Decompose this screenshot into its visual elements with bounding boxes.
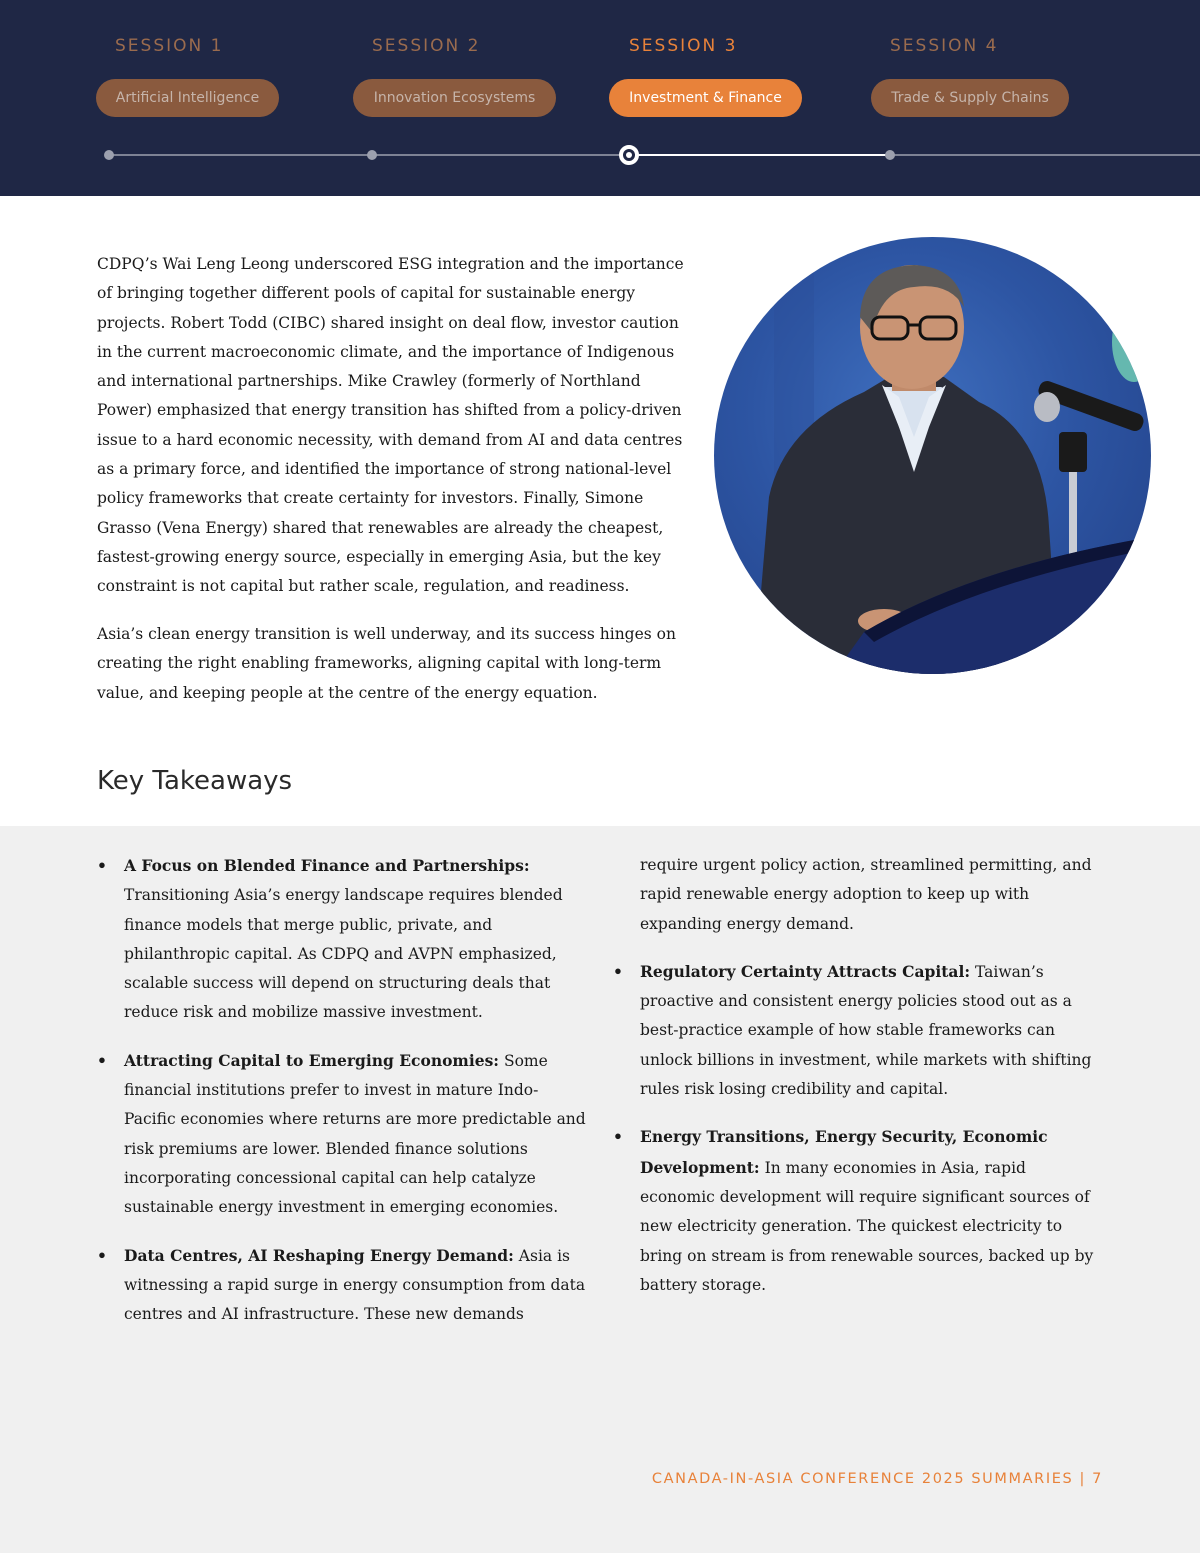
session-2-label: SESSION 2 <box>372 36 481 56</box>
takeaway-text: Taiwan’s proactive and consistent energy policies stood out as a best-practice example of how stable frameworks can unlock billions in investment, while markets with shifting rules risk losing credibility and capital. <box>640 962 1092 1099</box>
takeaway-text: Asia is witnessing a rapid surge in energy consumption from data centres and AI infrastructure. These new demands <box>124 1246 586 1324</box>
takeaway-text: Some financial institutions prefer to invest in mature Indo-Pacific economies where returns are more predictable and risk premiums are lower. Blended finance solutions incorporating concessional capital can help catalyze sustainable energy investment in emerging economies. <box>124 1051 586 1217</box>
session-4-label: SESSION 4 <box>890 36 999 56</box>
speaker-photo <box>714 237 1151 674</box>
session-1-pill[interactable]: Artificial Intelligence <box>96 79 279 117</box>
takeaway-text: Transitioning Asia’s energy landscape requires blended finance models that merge public, private, and philanthropic capital. As CDPQ and AVPN emphasized, scalable success will depend on structuring deals that reduce risk and mobilize massive investment. <box>124 886 563 1022</box>
takeaway-item <box>97 851 587 1028</box>
timeline-dot-4[interactable] <box>885 150 895 160</box>
session-1-label: SESSION 1 <box>115 36 224 56</box>
takeaway-title: Data Centres, AI Reshaping Energy Demand: <box>124 1245 514 1265</box>
timeline-dot-2[interactable] <box>367 150 377 160</box>
takeaways-right-column <box>613 851 1103 1318</box>
takeaways-left-column <box>97 851 587 1347</box>
takeaway-continuation: require urgent policy action, streamlined permitting, and rapid renewable energy adoption to keep up with expanding energy demand. <box>640 856 1092 933</box>
timeline-dot-1[interactable] <box>104 150 114 160</box>
speaker-illustration <box>714 237 1151 674</box>
takeaway-text: In many economies in Asia, rapid economic development will require significant sources of new electricity generation. The quickest electricity to bring on stream is from renewable sources, backed up by battery storage. <box>640 1158 1094 1294</box>
timeline-track-future <box>890 154 1200 156</box>
page-footer: CANADA-IN-ASIA CONFERENCE 2025 SUMMARIES | 7 <box>651 1471 1103 1487</box>
takeaway-title: Attracting Capital to Emerging Economies: <box>124 1050 500 1070</box>
takeaway-item <box>613 957 1103 1104</box>
session-4-pill[interactable]: Trade & Supply Chains <box>871 79 1069 117</box>
timeline-dot-3-active[interactable] <box>619 145 639 165</box>
key-takeaways-heading: Key Takeaways <box>97 766 293 796</box>
takeaway-title: Energy Transitions, Energy Security, Economic Development: <box>640 1127 1048 1177</box>
session-3-label: SESSION 3 <box>629 36 738 56</box>
body-paragraph-1: CDPQ’s Wai Leng Leong underscored ESG integration and the importance of bringing together different pools of capital for sustainable energy projects. Robert Todd (CIBC) shared insight on deal flow, investor caution in the current macroeconomic climate, and the importance of Indigenous and international partnerships. Mike Crawley (formerly of Northland Power) emphasized that energy transition has shifted from a policy-driven issue to a hard economic necessity, with demand from AI and data centres as a primary force, and identified the importance of strong national-level policy frameworks that create certainty for investors. Finally, Simone Grasso (Vena Energy) shared that renewables are already the cheapest, fastest-growing energy source, especially in emerging Asia, but the key constraint is not capital but rather scale, regulation, and readiness. <box>97 255 684 596</box>
session-3-pill[interactable]: Investment & Finance <box>609 79 802 117</box>
takeaway-title: Regulatory Certainty Attracts Capital: <box>640 961 971 981</box>
takeaway-title: A Focus on Blended Finance and Partnerships: <box>124 856 530 875</box>
takeaway-item <box>97 1241 587 1330</box>
takeaway-item <box>97 1046 587 1223</box>
session-2-pill[interactable]: Innovation Ecosystems <box>353 79 556 117</box>
timeline-track-current <box>629 154 890 156</box>
session-navigation-header <box>0 0 1200 196</box>
body-paragraph-2: Asia’s clean energy transition is well underway, and its success hinges on creating the right enabling frameworks, aligning capital with long-term value, and keeping people at the centre of the energy equation. <box>97 625 676 702</box>
takeaway-item <box>613 1122 1103 1300</box>
